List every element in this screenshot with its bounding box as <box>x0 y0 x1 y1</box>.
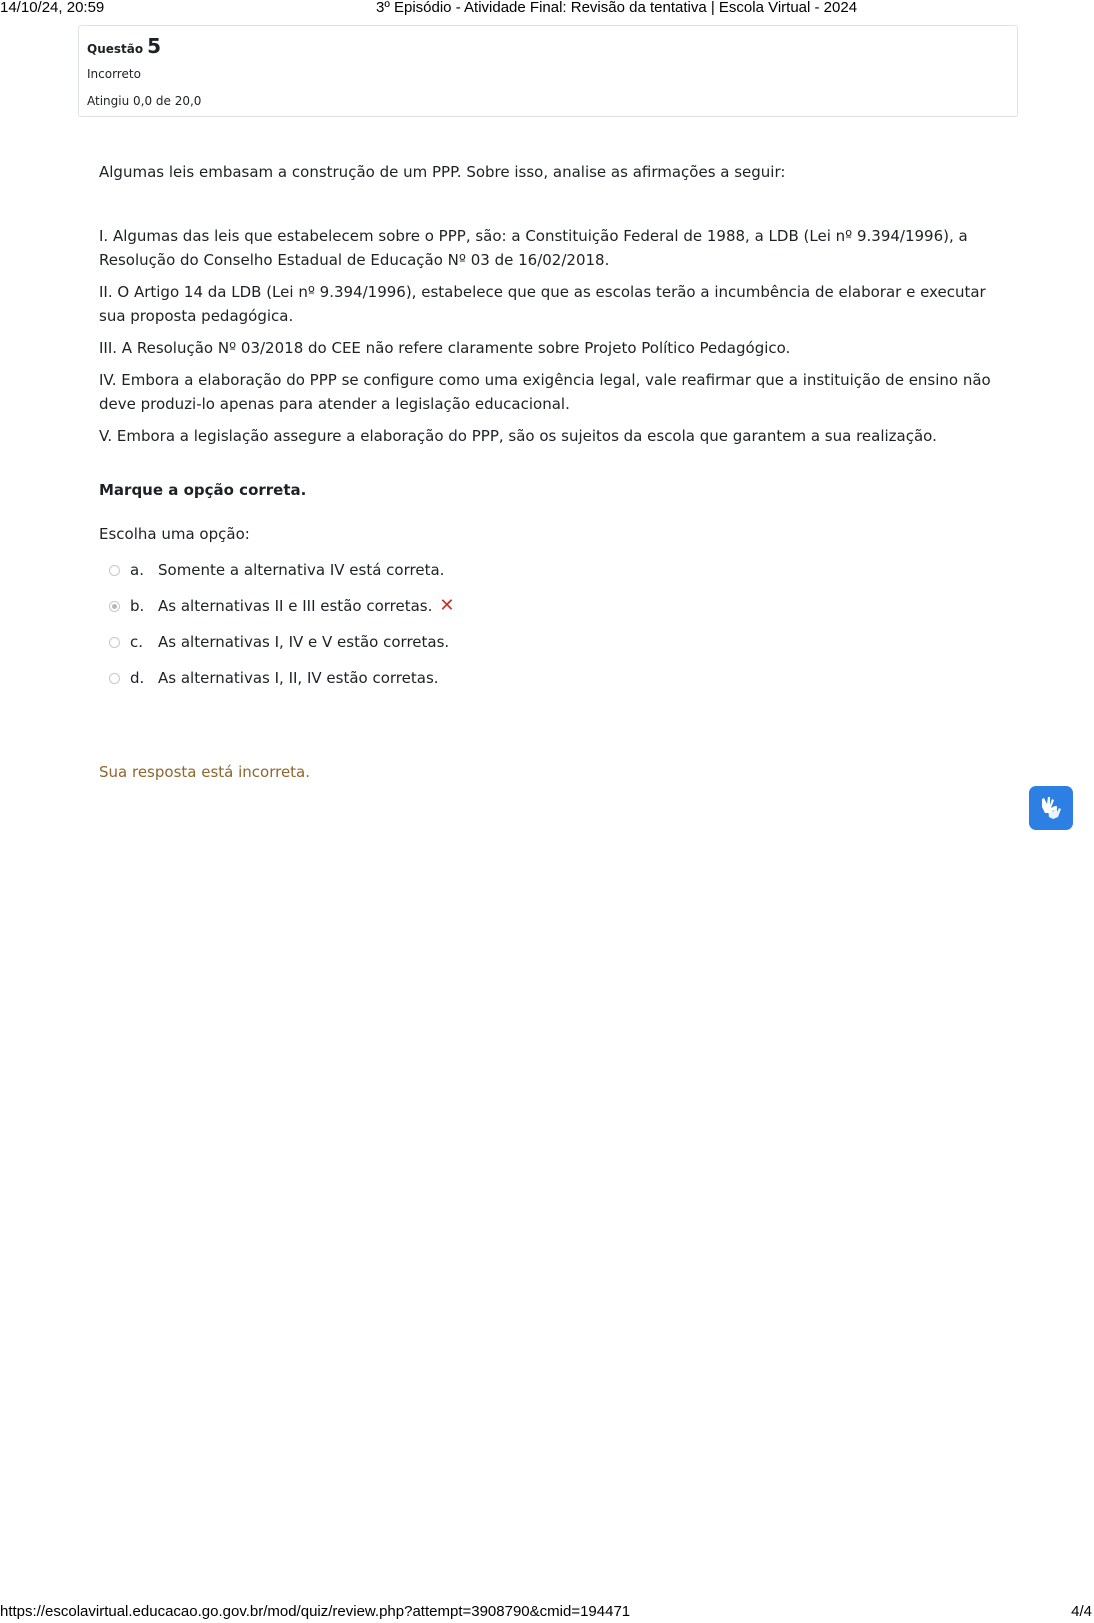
question-instruction: Marque a opção correta. <box>99 481 307 499</box>
option-a-text: Somente a alternativa IV está correta. <box>158 561 445 579</box>
print-page-indicator: 4/4 <box>1071 1603 1092 1620</box>
option-a[interactable] <box>99 552 999 588</box>
option-d-text: As alternativas I, II, IV estão corretas. <box>158 669 439 687</box>
option-d[interactable] <box>99 660 999 696</box>
answer-feedback: Sua resposta está incorreta. <box>99 763 311 781</box>
option-b-radio[interactable] <box>109 601 120 612</box>
option-a-letter: a. <box>130 561 144 579</box>
statement-list <box>99 224 999 448</box>
sign-language-hands-icon <box>1036 793 1066 823</box>
option-b[interactable] <box>99 588 999 624</box>
option-b-letter: b. <box>130 597 145 615</box>
option-a-radio[interactable] <box>109 565 120 576</box>
option-d-radio[interactable] <box>109 673 120 684</box>
option-d-letter: d. <box>130 669 145 687</box>
question-state: Incorreto <box>87 67 141 81</box>
option-c[interactable] <box>99 624 999 660</box>
option-b-text: As alternativas II e III estão corretas. <box>158 597 433 615</box>
question-content <box>99 160 999 784</box>
print-url: https://escolavirtual.educacao.go.gov.br/mod/quiz/review.php?attempt=3908790&cmid=194471 <box>0 1603 631 1620</box>
question-intro: Algumas leis embasam a construção de um PPP. Sobre isso, analise as afirmações a seguir: <box>99 163 786 181</box>
incorrect-icon: ✕ <box>439 595 455 616</box>
option-c-radio[interactable] <box>109 637 120 648</box>
sign-language-button[interactable] <box>1029 786 1073 830</box>
statement-v: V. Embora a legislação assegure a elaboração do PPP, são os sujeitos da escola que garantem a sua realização. <box>99 427 937 445</box>
answer-prompt: Escolha uma opção: <box>99 525 250 543</box>
option-c-letter: c. <box>130 633 144 651</box>
print-page-title: 3º Episódio - Atividade Final: Revisão da tentativa | Escola Virtual - 2024 <box>376 0 858 16</box>
question-info-box <box>78 25 1018 117</box>
answer-options <box>99 552 999 696</box>
statement-iii: III. A Resolução Nº 03/2018 do CEE não refere claramente sobre Projeto Político Pedagógico. <box>99 339 791 357</box>
question-number-value: 5 <box>147 34 162 58</box>
statement-i: I. Algumas das leis que estabelecem sobre o PPP, são: a Constituição Federal de 1988, a LDB (Lei nº 9.394/1996), a Resolução do Conselho Estadual de Educação Nº 03 de 16/02/2018. <box>99 227 968 269</box>
print-datetime: 14/10/24, 20:59 <box>0 0 105 16</box>
option-c-text: As alternativas I, IV e V estão corretas. <box>158 633 450 651</box>
statement-ii: II. O Artigo 14 da LDB (Lei nº 9.394/1996), estabelece que que as escolas terão a incumbência de elaborar e executar sua proposta pedagógica. <box>99 283 986 325</box>
statement-iv: IV. Embora a elaboração do PPP se configure como uma exigência legal, vale reafirmar que a instituição de ensino não deve produzi-lo apenas para atender a legislação educacional. <box>99 371 991 413</box>
question-number <box>87 34 1009 58</box>
question-label: Questão <box>87 42 144 56</box>
question-grade: Atingiu 0,0 de 20,0 <box>87 94 202 108</box>
